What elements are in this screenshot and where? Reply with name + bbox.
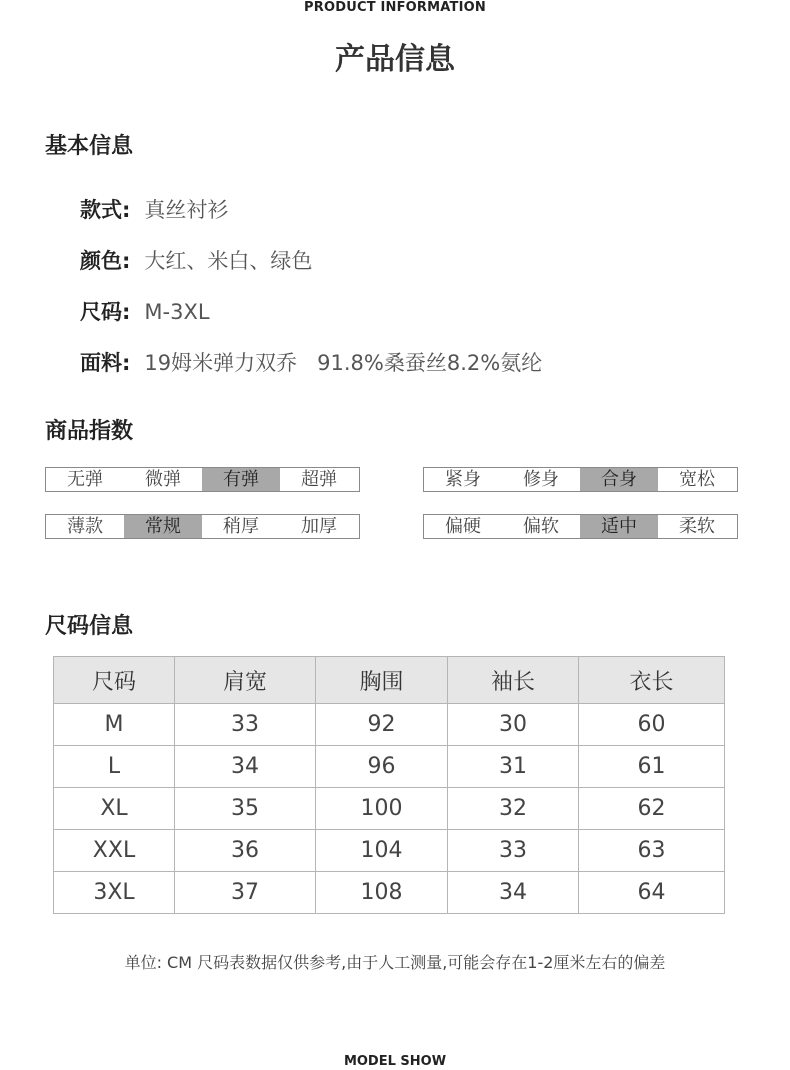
- table-cell: 36: [175, 830, 316, 872]
- basic-info-heading: 基本信息: [45, 134, 134, 159]
- info-value: 大红、米白、绿色: [144, 249, 313, 273]
- column-header: 胸围: [316, 657, 448, 704]
- table-cell: 33: [448, 830, 579, 872]
- table-cell: 63: [579, 830, 725, 872]
- table-cell: 34: [448, 872, 579, 914]
- table-cell: 92: [316, 704, 448, 746]
- table-header-row: [54, 657, 725, 704]
- table-cell: 34: [175, 746, 316, 788]
- info-row-color: [80, 246, 312, 276]
- column-header: 肩宽: [175, 657, 316, 704]
- table-cell: 60: [579, 704, 725, 746]
- table-row: [54, 746, 725, 788]
- table-cell: 30: [448, 704, 579, 746]
- info-key: 尺码:: [80, 300, 131, 324]
- table-cell: 3XL: [54, 872, 175, 914]
- scale-option: 微弹: [145, 469, 181, 490]
- table-cell: M: [54, 704, 175, 746]
- table-cell: 35: [175, 788, 316, 830]
- info-key: 面料:: [80, 351, 131, 375]
- table-cell: XXL: [54, 830, 175, 872]
- info-value: 19姆米弹力双乔 91.8%桑蚕丝8.2%氨纶: [144, 351, 543, 375]
- info-row-size: [80, 297, 210, 327]
- table-cell: 100: [316, 788, 448, 830]
- model-show-header: MODEL SHOW: [343, 1054, 447, 1069]
- table-cell: 37: [175, 872, 316, 914]
- scale-option: 偏硬: [445, 516, 481, 537]
- table-cell: 31: [448, 746, 579, 788]
- scale-option: 修身: [523, 469, 559, 490]
- product-index-heading: 商品指数: [45, 419, 134, 444]
- fit-scale: [423, 467, 738, 492]
- table-row: [54, 704, 725, 746]
- info-value: M-3XL: [144, 300, 210, 324]
- scale-option: 柔软: [679, 516, 715, 537]
- info-key: 颜色:: [80, 249, 131, 273]
- scale-option: 稍厚: [223, 516, 259, 537]
- info-row-style: [80, 195, 228, 225]
- size-info-heading: 尺码信息: [45, 614, 134, 639]
- thickness-scale: [45, 514, 360, 539]
- table-cell: 108: [316, 872, 448, 914]
- scale-option: 超弹: [301, 469, 337, 490]
- table-cell: 64: [579, 872, 725, 914]
- table-cell: 61: [579, 746, 725, 788]
- scale-option: 偏软: [523, 516, 559, 537]
- scale-option-selected: 常规: [124, 515, 202, 538]
- table-cell: 104: [316, 830, 448, 872]
- column-header: 尺码: [54, 657, 175, 704]
- softness-scale: [423, 514, 738, 539]
- table-cell: 32: [448, 788, 579, 830]
- scale-option: 紧身: [445, 469, 481, 490]
- scale-option: 无弹: [67, 469, 103, 490]
- table-row: [54, 788, 725, 830]
- info-value: 真丝衬衫: [144, 198, 229, 222]
- scale-option: 加厚: [301, 516, 337, 537]
- scale-option-selected: 有弹: [202, 468, 280, 491]
- info-row-fabric: [80, 348, 542, 378]
- table-cell: 33: [175, 704, 316, 746]
- scale-option: 宽松: [679, 469, 715, 490]
- table-row: [54, 872, 725, 914]
- elasticity-scale: [45, 467, 360, 492]
- size-note: 单位: CM 尺码表数据仅供参考,由于人工测量,可能会存在1-2厘米左右的偏差: [124, 953, 666, 972]
- column-header: 袖长: [448, 657, 579, 704]
- table-row: [54, 830, 725, 872]
- english-header: PRODUCT INFORMATION: [304, 0, 486, 15]
- scale-option-selected: 适中: [580, 515, 658, 538]
- table-cell: 62: [579, 788, 725, 830]
- page-title: 产品信息: [335, 42, 455, 77]
- table-cell: XL: [54, 788, 175, 830]
- size-table: [53, 656, 725, 914]
- scale-option-selected: 合身: [580, 468, 658, 491]
- column-header: 衣长: [579, 657, 725, 704]
- table-cell: L: [54, 746, 175, 788]
- info-key: 款式:: [80, 198, 131, 222]
- table-cell: 96: [316, 746, 448, 788]
- scale-option: 薄款: [67, 516, 103, 537]
